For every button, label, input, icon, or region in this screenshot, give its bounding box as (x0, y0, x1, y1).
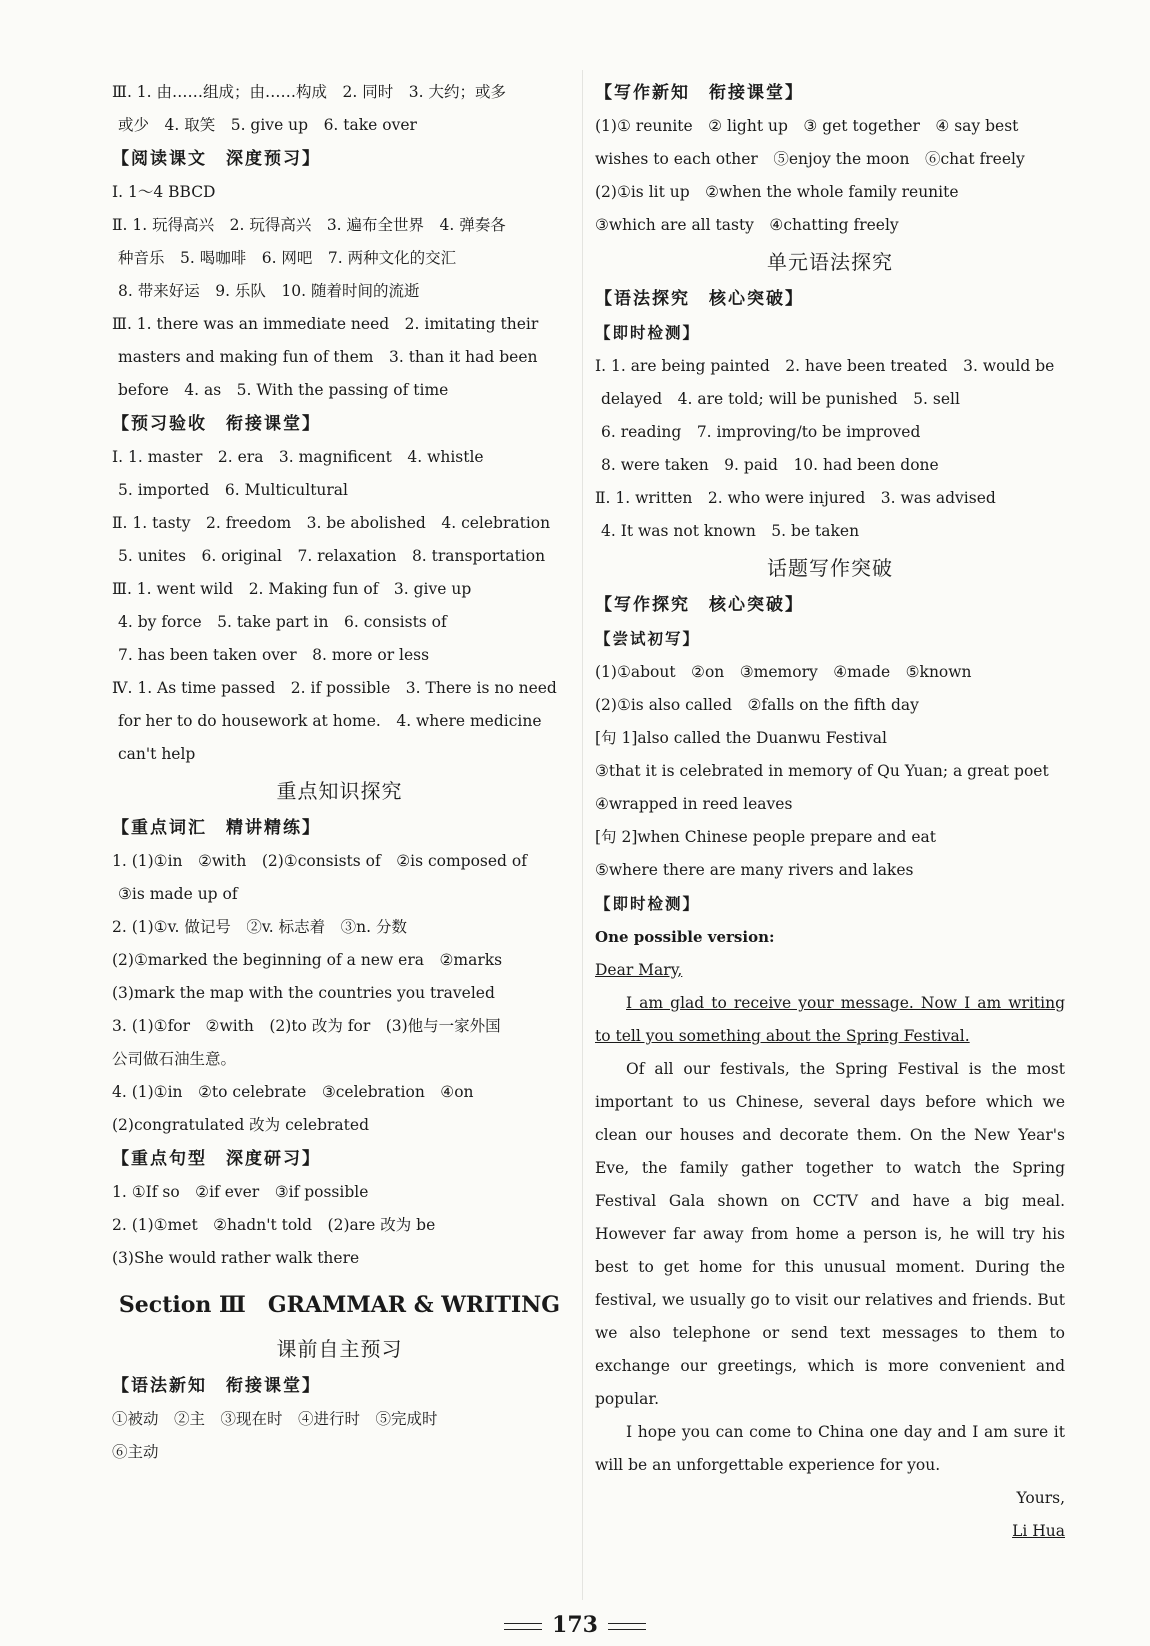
answer-line: Ⅱ. 1. 玩得高兴 2. 玩得高兴 3. 遍布全世界 4. 弹奏各 (112, 216, 506, 234)
letter-line: will be an unforgettable experience for you. (595, 1456, 941, 1474)
letter-line: popular. (595, 1390, 659, 1408)
answer-line: (3)She would rather walk there (112, 1249, 360, 1267)
answer-line: Ⅲ. 1. 由……组成；由……构成 2. 同时 3. 大约；或多 (112, 83, 506, 101)
section-heading: 【尝试初写】 (595, 630, 701, 648)
section-heading: 【预习验收 衔接课堂】 (112, 414, 321, 434)
section-heading: 【语法新知 衔接课堂】 (112, 1376, 321, 1396)
answer-line: before 4. as 5. With the passing of time (118, 381, 449, 399)
answer-line: (2)①is also called ②falls on the fifth day (595, 696, 919, 714)
letter-line: to tell you something about the Spring Festival. (595, 1027, 970, 1045)
answer-line: ③that it is celebrated in memory of Qu Yuan; a great poet (595, 762, 1049, 780)
letter-line: important to us Chinese, several days before which we (595, 1093, 1065, 1111)
section-title: Section Ⅲ GRAMMAR & WRITING (118, 1292, 561, 1318)
answer-line: wishes to each other ⑤enjoy the moon ⑥chat freely (595, 150, 1025, 168)
answer-line: 4. (1)①in ②to celebrate ③celebration ④on (112, 1083, 474, 1101)
page-number: 173 (0, 1612, 1150, 1638)
letter-line: I am glad to receive your message. Now I am writing (626, 994, 1065, 1012)
answer-line: Ⅰ. 1. master 2. era 3. magnificent 4. whistle (112, 448, 484, 466)
answer-line: 5. imported 6. Multicultural (118, 481, 349, 499)
answer-line: 7. has been taken over 8. more or less (118, 646, 430, 664)
section-heading: 【语法探究 核心突破】 (595, 289, 804, 309)
answer-line: ①被动 ②主 ③现在时 ④进行时 ⑤完成时 (112, 1410, 438, 1428)
answer-line: 或少 4. 取笑 5. give up 6. take over (118, 116, 417, 134)
answer-line: 种音乐 5. 喝咖啡 6. 网吧 7. 两种文化的交汇 (118, 249, 457, 267)
answer-line: Ⅱ. 1. written 2. who were injured 3. was advised (595, 489, 996, 507)
column-divider (582, 70, 583, 1600)
section-heading: 【即时检测】 (595, 895, 701, 913)
letter-line: we also telephone or send text messages to them to (595, 1324, 1065, 1342)
answer-line: Ⅰ. 1. are being painted 2. have been treated 3. would be (595, 357, 1055, 375)
part-title: 重点知识探究 (276, 779, 403, 803)
answer-line: for her to do housework at home. 4. where medicine (118, 712, 542, 730)
answer-line: ③is made up of (118, 885, 238, 903)
answer-line: 8. were taken 9. paid 10. had been done (601, 456, 939, 474)
answer-line: Ⅲ. 1. there was an immediate need 2. imitating their (112, 315, 539, 333)
answer-line: 公司做石油生意。 (112, 1050, 237, 1068)
section-heading: 【写作探究 核心突破】 (595, 595, 804, 615)
answer-line: (2)①is lit up ②when the whole family reunite (595, 183, 959, 201)
answer-line: 1. ①If so ②if ever ③if possible (112, 1183, 369, 1201)
section-heading: 【阅读课文 深度预习】 (112, 149, 321, 169)
answer-line: ④wrapped in reed leaves (595, 795, 793, 813)
answer-line: Ⅰ. 1～4 BBCD (112, 183, 216, 201)
part-title: 课前自主预习 (276, 1337, 403, 1361)
answer-line: [句 1]also called the Duanwu Festival (595, 729, 887, 747)
letter-line: However far away from home a person is, he will try his (595, 1225, 1065, 1243)
answer-line: ⑥主动 (112, 1443, 159, 1461)
letter-line: festival, we usually go to visit our relatives and friends. But (595, 1291, 1065, 1309)
answer-line: 6. reading 7. improving/to be improved (601, 423, 921, 441)
answer-line: 2. (1)①met ②hadn't told (2)are 改为 be (112, 1216, 436, 1234)
answer-line: 4. It was not known 5. be taken (601, 522, 860, 540)
answer-line: 3. (1)①for ②with (2)to 改为 for (3)他与一家外国 (112, 1017, 501, 1035)
section-heading: 【写作新知 衔接课堂】 (595, 83, 804, 103)
part-title: 单元语法探究 (767, 250, 893, 274)
answer-line: (1)①about ②on ③memory ④made ⑤known (595, 663, 972, 681)
answer-line: delayed 4. are told; will be punished 5. sell (601, 390, 960, 408)
letter-line: clean our houses and decorate them. On the New Year's (595, 1126, 1065, 1144)
answer-line: 8. 带来好运 9. 乐队 10. 随着时间的流逝 (118, 282, 420, 300)
answer-line: (1)① reunite ② light up ③ get together ④ say best (595, 117, 1019, 135)
part-title: 话题写作突破 (767, 556, 893, 580)
section-heading: 【重点词汇 精讲精练】 (112, 818, 321, 838)
answer-line: (2)①marked the beginning of a new era ②marks (112, 951, 503, 969)
answer-line: masters and making fun of them 3. than it had been (118, 348, 538, 366)
answer-line: [句 2]when Chinese people prepare and eat (595, 828, 937, 846)
left-column (112, 76, 567, 1469)
letter-line: exchange our greetings, which is more convenient and (595, 1357, 1065, 1375)
answer-line: ⑤where there are many rivers and lakes (595, 861, 914, 879)
letter-line: Festival Gala shown on CCTV and have a big meal. (595, 1192, 1065, 1210)
answer-line: (3)mark the map with the countries you traveled (112, 984, 495, 1002)
letter-line: Eve, the family gather together to watch the Spring (595, 1159, 1065, 1177)
answer-line: (2)congratulated 改为 celebrated (112, 1116, 369, 1134)
section-heading: 【重点句型 深度研习】 (112, 1149, 321, 1169)
letter-line: Of all our festivals, the Spring Festival is the most (626, 1060, 1065, 1078)
section-heading: 【即时检测】 (595, 324, 701, 342)
answer-line: Ⅲ. 1. went wild 2. Making fun of 3. give up (112, 580, 472, 598)
sample-label: One possible version: (595, 928, 775, 946)
answer-line: ③which are all tasty ④chatting freely (595, 216, 899, 234)
answer-line: 4. by force 5. take part in 6. consists of (118, 613, 447, 631)
letter-line: best to get home for this unusual moment. During the (595, 1258, 1065, 1276)
answer-line: 5. unites 6. original 7. relaxation 8. transportation (118, 547, 546, 565)
letter-line: Yours, (1016, 1489, 1065, 1507)
answer-line: 2. (1)①v. 做记号 ②v. 标志着 ③n. 分数 (112, 918, 407, 936)
answer-line: 1. (1)①in ②with (2)①consists of ②is composed of (112, 852, 527, 870)
letter-line: Dear Mary, (595, 961, 683, 979)
answer-line: can't help (118, 745, 196, 763)
answer-line: Ⅳ. 1. As time passed 2. if possible 3. There is no need (112, 679, 557, 697)
letter-line: I hope you can come to China one day and I am sure it (626, 1423, 1065, 1441)
letter-line: Li Hua (1012, 1522, 1065, 1540)
answer-line: Ⅱ. 1. tasty 2. freedom 3. be abolished 4. celebration (112, 514, 551, 532)
right-column (595, 76, 1065, 1548)
